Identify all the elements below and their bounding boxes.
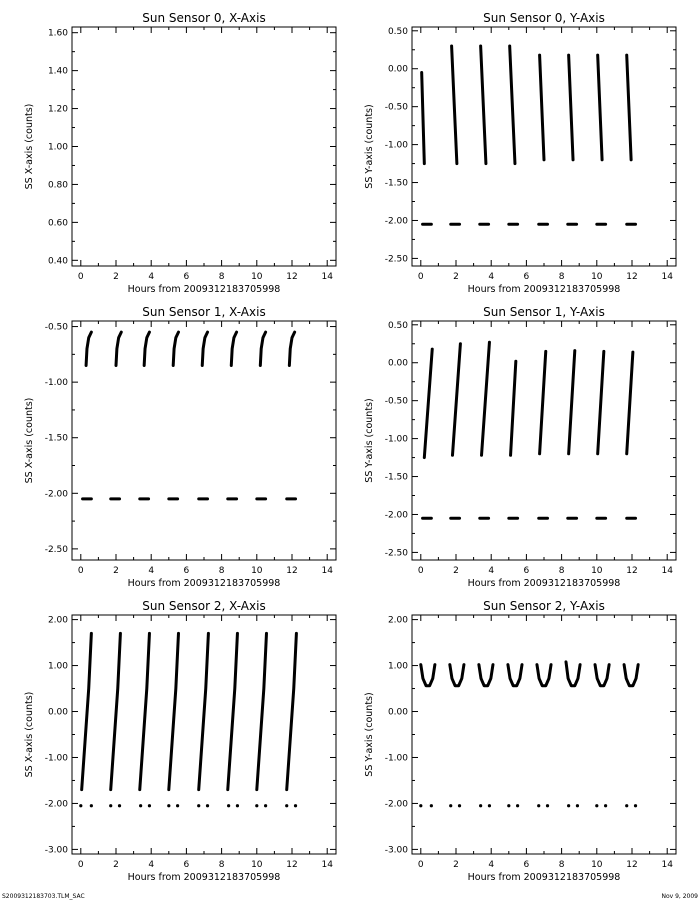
x-tick-label: 12 <box>626 860 638 870</box>
y-tick-label: -1.50 <box>384 472 408 483</box>
x-tick-label: 0 <box>417 272 424 282</box>
y-tick-label: 0.00 <box>387 64 408 75</box>
data-dot <box>567 804 570 807</box>
x-tick-label: 8 <box>218 566 225 576</box>
x-tick-label: 6 <box>183 272 190 282</box>
data-dot <box>516 804 519 807</box>
x-tick-label: 0 <box>417 566 424 576</box>
data-curve <box>289 332 294 365</box>
chart-panel-2 <box>24 305 336 589</box>
x-tick-label: 4 <box>488 272 495 282</box>
footer-right-label: Nov 9, 2009 <box>661 893 698 900</box>
data-dot <box>167 804 170 807</box>
data-curve <box>111 633 121 789</box>
x-tick-label: 6 <box>523 566 530 576</box>
data-dot <box>294 804 297 807</box>
x-tick-label: 14 <box>661 566 673 576</box>
y-tick-label: -1.00 <box>384 140 408 151</box>
x-tick-label: 10 <box>591 566 603 576</box>
data-curve <box>260 332 265 365</box>
y-tick-label: 1.00 <box>47 661 68 672</box>
data-dot <box>206 804 209 807</box>
data-dot <box>449 804 452 807</box>
data-streak <box>627 55 631 160</box>
x-tick-label: 4 <box>148 566 155 576</box>
y-tick-label: 1.00 <box>387 661 408 672</box>
y-tick-label: 2.00 <box>387 615 408 626</box>
y-tick-label: -0.50 <box>384 102 408 113</box>
data-dot <box>419 804 422 807</box>
x-tick-label: 10 <box>251 566 263 576</box>
data-curve <box>82 633 92 789</box>
x-tick-label: 2 <box>113 566 119 576</box>
y-tick-label: -2.00 <box>384 799 408 810</box>
data-dot <box>537 804 540 807</box>
data-streak <box>511 361 516 455</box>
y-tick-label: -1.50 <box>44 433 68 444</box>
x-axis-label: Hours from 2009312183705998 <box>467 578 621 589</box>
y-axis-label: SS Y-axis (counts) <box>364 398 375 483</box>
x-axis-label: Hours from 2009312183705998 <box>127 872 281 883</box>
data-dot <box>176 804 179 807</box>
x-tick-label: 0 <box>417 860 424 870</box>
x-tick-label: 2 <box>453 272 459 282</box>
y-tick-label: -2.00 <box>384 510 408 521</box>
chart-panel-3 <box>364 305 676 589</box>
x-tick-label: 14 <box>661 272 673 282</box>
data-dot <box>479 804 482 807</box>
chart-title: Sun Sensor 0, X-Axis <box>142 11 266 25</box>
data-streak <box>481 46 486 164</box>
data-streak <box>540 351 546 453</box>
data-dot <box>634 804 637 807</box>
x-tick-label: 6 <box>183 566 190 576</box>
data-dot <box>148 804 151 807</box>
chart-title: Sun Sensor 2, X-Axis <box>142 599 266 613</box>
data-dot <box>458 804 461 807</box>
data-dot <box>430 804 433 807</box>
y-tick-label: 1.00 <box>47 142 68 153</box>
data-streak <box>424 349 432 457</box>
y-tick-label: 1.40 <box>47 66 68 77</box>
data-streak <box>569 351 575 454</box>
y-axis-label: SS X-axis (counts) <box>24 691 35 778</box>
x-axis-label: Hours from 2009312183705998 <box>467 872 621 883</box>
data-curve <box>566 662 580 686</box>
data-curve <box>537 665 551 686</box>
x-tick-label: 10 <box>591 272 603 282</box>
y-tick-label: 0.50 <box>387 26 408 37</box>
y-tick-label: -2.50 <box>384 548 408 559</box>
data-dot <box>79 804 82 807</box>
y-tick-label: 0.00 <box>47 707 68 718</box>
y-tick-label: -2.50 <box>44 544 68 555</box>
y-tick-label: 0.50 <box>387 320 408 331</box>
x-tick-label: 0 <box>77 272 84 282</box>
x-tick-label: 14 <box>321 272 333 282</box>
x-tick-label: 10 <box>251 272 263 282</box>
data-curve <box>169 633 179 789</box>
y-axis-label: SS Y-axis (counts) <box>364 692 375 777</box>
y-tick-label: -1.00 <box>384 434 408 445</box>
x-tick-label: 6 <box>523 860 530 870</box>
x-tick-label: 12 <box>626 272 638 282</box>
y-axis-label: SS X-axis (counts) <box>24 103 35 190</box>
data-curve <box>173 332 178 365</box>
data-dot <box>285 804 288 807</box>
x-tick-label: 12 <box>286 272 298 282</box>
x-tick-label: 12 <box>286 566 298 576</box>
y-tick-label: -1.00 <box>44 378 68 389</box>
data-curve <box>144 332 149 365</box>
data-curve <box>202 332 207 365</box>
x-axis-label: Hours from 2009312183705998 <box>127 284 281 295</box>
data-streak <box>540 55 544 160</box>
y-tick-label: -3.00 <box>384 845 408 856</box>
data-curve <box>421 665 435 686</box>
x-tick-label: 4 <box>488 860 495 870</box>
y-axis-label: SS X-axis (counts) <box>24 397 35 484</box>
chart-panel-4 <box>24 599 336 883</box>
data-streak <box>598 351 604 453</box>
x-tick-label: 12 <box>286 860 298 870</box>
y-tick-label: -2.00 <box>44 799 68 810</box>
x-tick-label: 6 <box>183 860 190 870</box>
x-tick-label: 4 <box>148 272 155 282</box>
data-curve <box>450 665 464 686</box>
plot-frame <box>412 615 676 854</box>
x-tick-label: 10 <box>251 860 263 870</box>
x-tick-label: 0 <box>77 566 84 576</box>
x-tick-label: 14 <box>661 860 673 870</box>
y-tick-label: -1.00 <box>384 753 408 764</box>
data-dot <box>139 804 142 807</box>
data-dot <box>625 804 628 807</box>
data-streak <box>598 55 602 160</box>
data-curve <box>508 665 522 686</box>
data-curve <box>116 332 121 365</box>
y-tick-label: 0.00 <box>387 358 408 369</box>
chart-title: Sun Sensor 1, X-Axis <box>142 305 266 319</box>
x-tick-label: 8 <box>218 272 225 282</box>
x-tick-label: 4 <box>488 566 495 576</box>
chart-title: Sun Sensor 1, Y-Axis <box>483 305 605 319</box>
chart-title: Sun Sensor 2, Y-Axis <box>483 599 605 613</box>
plot-frame <box>72 27 336 266</box>
data-dot <box>236 804 239 807</box>
x-tick-label: 0 <box>77 860 84 870</box>
data-dot <box>546 804 549 807</box>
data-dot <box>264 804 267 807</box>
data-curve <box>228 633 238 789</box>
x-tick-label: 14 <box>321 860 333 870</box>
y-tick-label: -1.00 <box>44 753 68 764</box>
x-tick-label: 14 <box>321 566 333 576</box>
x-tick-label: 8 <box>558 566 565 576</box>
data-streak <box>569 55 573 160</box>
data-streak <box>452 46 457 164</box>
data-curve <box>287 633 297 789</box>
y-tick-label: -0.50 <box>44 322 68 333</box>
data-dot <box>90 804 93 807</box>
data-streak <box>422 73 425 164</box>
data-streak <box>627 352 633 454</box>
y-tick-label: 1.20 <box>47 104 68 115</box>
y-tick-label: -2.50 <box>384 254 408 265</box>
y-tick-label: 2.00 <box>47 615 68 626</box>
data-dot <box>109 804 112 807</box>
x-tick-label: 10 <box>591 860 603 870</box>
data-curve <box>595 665 609 686</box>
data-curve <box>86 332 91 365</box>
x-tick-label: 2 <box>453 566 459 576</box>
data-curve <box>199 633 209 789</box>
data-streak <box>510 46 515 164</box>
x-tick-label: 4 <box>148 860 155 870</box>
x-tick-label: 8 <box>558 860 565 870</box>
y-axis-label: SS Y-axis (counts) <box>364 104 375 189</box>
data-streak <box>452 344 460 456</box>
chart-panel-1 <box>364 11 676 295</box>
chart-panel-5 <box>364 599 676 883</box>
x-tick-label: 2 <box>113 272 119 282</box>
x-tick-label: 2 <box>113 860 119 870</box>
x-tick-label: 2 <box>453 860 459 870</box>
x-axis-label: Hours from 2009312183705998 <box>467 284 621 295</box>
footer-left-label: S2009312183703.TLM_SAC <box>2 893 85 900</box>
x-tick-label: 8 <box>218 860 225 870</box>
data-dot <box>507 804 510 807</box>
data-curve <box>257 633 267 789</box>
chart-title: Sun Sensor 0, Y-Axis <box>483 11 605 25</box>
y-tick-label: 1.60 <box>47 28 68 39</box>
x-axis-label: Hours from 2009312183705998 <box>127 578 281 589</box>
data-curve <box>231 332 236 365</box>
chart-panel-0 <box>24 11 336 295</box>
data-dot <box>604 804 607 807</box>
y-tick-label: -2.00 <box>44 489 68 500</box>
x-tick-label: 12 <box>626 566 638 576</box>
y-tick-label: 0.40 <box>47 256 68 267</box>
data-curve <box>624 665 638 686</box>
y-tick-label: -0.50 <box>384 396 408 407</box>
y-tick-label: -1.50 <box>384 178 408 189</box>
y-tick-label: 0.60 <box>47 218 68 229</box>
y-tick-label: 0.80 <box>47 180 68 191</box>
data-dot <box>255 804 258 807</box>
x-tick-label: 8 <box>558 272 565 282</box>
y-tick-label: -2.00 <box>384 216 408 227</box>
data-dot <box>595 804 598 807</box>
data-dot <box>227 804 230 807</box>
x-tick-label: 6 <box>523 272 530 282</box>
data-dot <box>576 804 579 807</box>
y-tick-label: 0.00 <box>387 707 408 718</box>
data-dot <box>197 804 200 807</box>
data-curve <box>140 633 150 789</box>
data-dot <box>118 804 121 807</box>
data-dot <box>488 804 491 807</box>
data-streak <box>482 342 490 455</box>
data-curve <box>479 665 493 686</box>
y-tick-label: -3.00 <box>44 845 68 856</box>
